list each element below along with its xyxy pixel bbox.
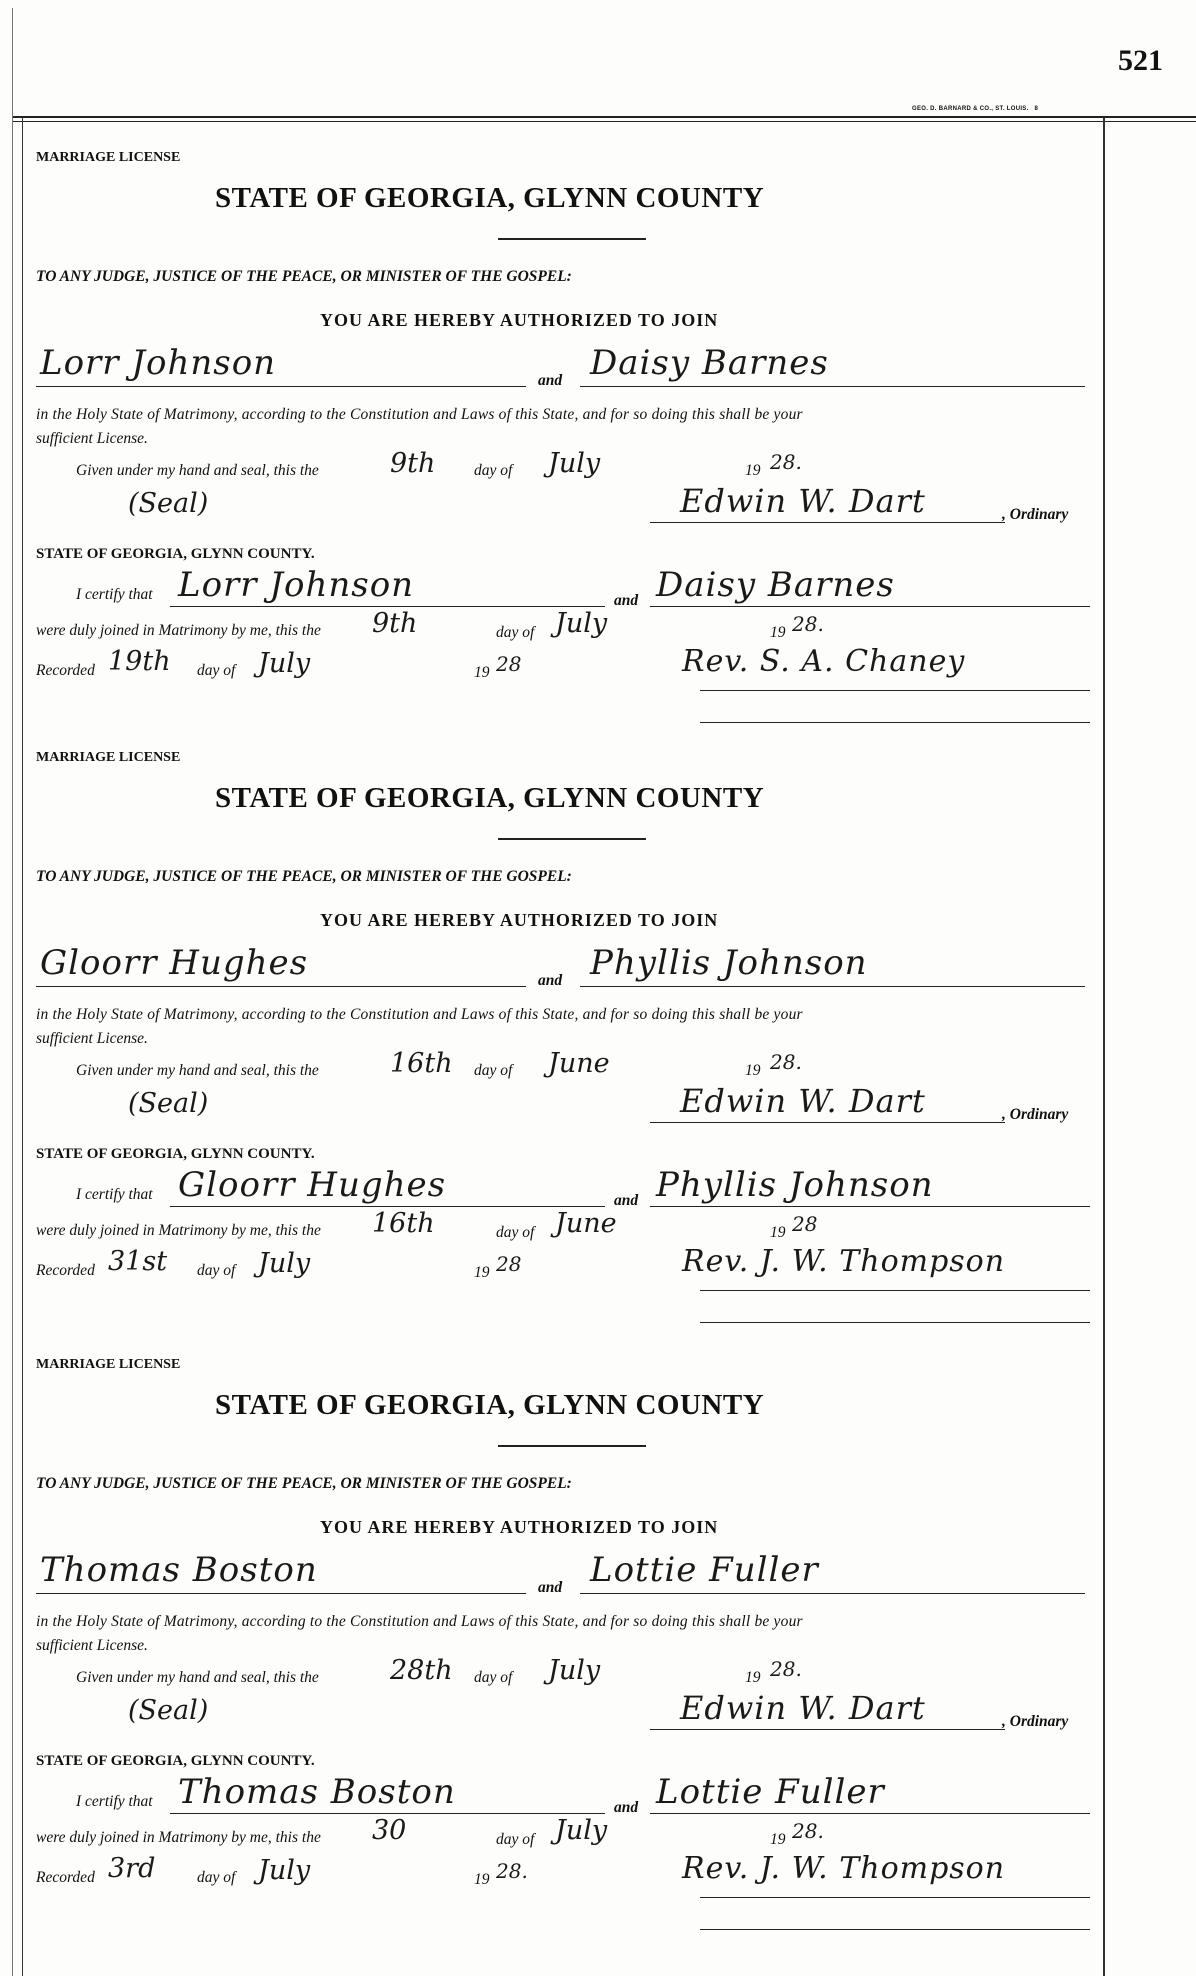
and-label: and [538,372,563,389]
joined-day: 30 [372,1815,407,1846]
bride-name: Lottie Fuller [590,1550,819,1590]
recorded-day: 19th [108,646,171,677]
joined-year-prefix: 19 [770,624,786,641]
printer-number: 8 [1034,106,1039,112]
license-year: 28. [770,1657,802,1681]
cert-bride-name: Daisy Barnes [656,565,895,605]
ordinary-label: , Ordinary [1002,1106,1069,1123]
state-heading: STATE OF GEORGIA, GLYNN COUNTY [215,182,765,214]
joined-day-of: day of [496,1224,535,1241]
license-month: June [548,1048,610,1079]
bride-name: Daisy Barnes [590,343,829,383]
day-of-label: day of [474,1669,513,1686]
recorded-day: 3rd [108,1853,156,1884]
joined-year-prefix: 19 [770,1831,786,1848]
cert-and-label: and [614,1192,639,1209]
recorded-year-prefix: 19 [474,1264,490,1281]
groom-name: Thomas Boston [40,1550,318,1590]
heading-rule [498,1445,646,1447]
joined-day-of: day of [496,1831,535,1848]
authorized-line: YOU ARE HEREBY AUTHORIZED TO JOIN [320,1517,719,1537]
holy-state-text: in the Holy State of Matrimony, according to the Constitution and Laws of this State, and for so doing this shall be your [36,1006,803,1023]
license-month: July [548,1655,601,1686]
recorded-label: Recorded [36,662,95,679]
minister-signature: Rev. J. W. Thompson [682,1244,1006,1279]
recorded-year: 28. [496,1859,528,1883]
joined-day: 16th [372,1208,435,1239]
ordinary-signature: Edwin W. Dart [680,1082,926,1120]
recorded-label: Recorded [36,1869,95,1886]
recorded-year: 28 [496,1252,522,1276]
ordinary-label: , Ordinary [1002,506,1069,523]
cert-bride-name: Lottie Fuller [656,1772,885,1812]
joined-year-prefix: 19 [770,1224,786,1241]
and-label: and [538,972,563,989]
given-under: Given under my hand and seal, this the [76,462,319,479]
duly-joined-label: were duly joined in Matrimony by me, this the [36,1829,321,1846]
year-prefix: 19 [745,1669,761,1686]
cert-groom-name: Gloorr Hughes [178,1165,447,1205]
day-of-label: day of [474,1062,513,1079]
groom-name: Lorr Johnson [40,343,277,383]
license-day: 16th [390,1048,453,1079]
sufficient-license: sufficient License. [36,1637,148,1654]
sufficient-license: sufficient License. [36,430,148,447]
authorized-line: YOU ARE HEREBY AUTHORIZED TO JOIN [320,910,719,930]
state-heading: STATE OF GEORGIA, GLYNN COUNTY [215,1389,765,1421]
joined-year: 28 [792,1212,818,1236]
certify-label: I certify that [76,586,153,603]
recorded-year-prefix: 19 [474,664,490,681]
joined-year: 28. [792,1819,824,1843]
recorded-year: 28 [496,652,522,676]
cert-and-label: and [614,1799,639,1816]
recorded-year-prefix: 19 [474,1871,490,1888]
license-day: 28th [390,1655,453,1686]
ordinary-label: , Ordinary [1002,1713,1069,1730]
joined-month: July [555,1815,608,1846]
recorded-month: July [258,648,311,679]
to-any-judge: TO ANY JUDGE, JUSTICE OF THE PEACE, OR MINISTER OF THE GOSPEL: [36,868,572,885]
recorded-day-of: day of [197,662,236,679]
joined-month: June [555,1208,617,1239]
given-under: Given under my hand and seal, this the [76,1669,319,1686]
recorded-day-of: day of [197,1262,236,1279]
minister-line [700,1897,1090,1898]
certificate-heading: STATE OF GEORGIA, GLYNN COUNTY. [36,1753,315,1769]
printer-name: GEO. D. BARNARD & CO., ST. LOUIS. [912,106,1029,112]
to-any-judge: TO ANY JUDGE, JUSTICE OF THE PEACE, OR MINISTER OF THE GOSPEL: [36,1475,572,1492]
ordinary-signature: Edwin W. Dart [680,482,926,520]
bride-name: Phyllis Johnson [590,943,868,983]
cert-bride-name: Phyllis Johnson [656,1165,934,1205]
recorded-month: July [258,1855,311,1886]
bride-line [580,1593,1085,1594]
authorized-line: YOU ARE HEREBY AUTHORIZED TO JOIN [320,310,719,330]
ordinary-line [650,1729,1005,1730]
license-day: 9th [390,448,436,479]
year-prefix: 19 [745,1062,761,1079]
marriage-license-label: MARRIAGE LICENSE [36,750,181,765]
license-year: 28. [770,450,802,474]
second-line [700,1929,1090,1930]
state-heading: STATE OF GEORGIA, GLYNN COUNTY [215,782,765,814]
recorded-day-of: day of [197,1869,236,1886]
duly-joined-label: were duly joined in Matrimony by me, this the [36,622,321,639]
recorded-month: July [258,1248,311,1279]
groom-line [36,1593,526,1594]
duly-joined-label: were duly joined in Matrimony by me, this the [36,1222,321,1239]
marriage-license-label: MARRIAGE LICENSE [36,1357,181,1372]
certify-label: I certify that [76,1793,153,1810]
page-number: 521 [1118,44,1163,77]
cert-groom-name: Thomas Boston [178,1772,456,1812]
sufficient-license: sufficient License. [36,1030,148,1047]
holy-state-text: in the Holy State of Matrimony, according to the Constitution and Laws of this State, and for so doing this shall be your [36,1613,803,1630]
groom-name: Gloorr Hughes [40,943,309,983]
given-under: Given under my hand and seal, this the [76,1062,319,1079]
joined-day-of: day of [496,624,535,641]
cert-groom-name: Lorr Johnson [178,565,415,605]
cert-groom-line [170,1813,605,1814]
seal-mark: (Seal) [128,488,209,519]
joined-year: 28. [792,612,824,636]
minister-signature: Rev. S. A. Chaney [682,644,966,679]
license-year: 28. [770,1050,802,1074]
joined-day: 9th [372,608,418,639]
ordinary-signature: Edwin W. Dart [680,1689,926,1727]
year-prefix: 19 [745,462,761,479]
recorded-label: Recorded [36,1262,95,1279]
cert-bride-line [650,1813,1090,1814]
marriage-license-label: MARRIAGE LICENSE [36,150,181,165]
minister-signature: Rev. J. W. Thompson [682,1851,1006,1886]
certificate-heading: STATE OF GEORGIA, GLYNN COUNTY. [36,1146,315,1162]
and-label: and [538,1579,563,1596]
certificate-heading: STATE OF GEORGIA, GLYNN COUNTY. [36,546,315,562]
recorded-day: 31st [108,1246,168,1277]
license-month: July [548,448,601,479]
joined-month: July [555,608,608,639]
day-of-label: day of [474,462,513,479]
holy-state-text: in the Holy State of Matrimony, according to the Constitution and Laws of this State, and for so doing this shall be your [36,406,803,423]
certify-label: I certify that [76,1186,153,1203]
cert-and-label: and [614,592,639,609]
seal-mark: (Seal) [128,1088,209,1119]
to-any-judge: TO ANY JUDGE, JUSTICE OF THE PEACE, OR MINISTER OF THE GOSPEL: [36,268,572,285]
seal-mark: (Seal) [128,1695,209,1726]
